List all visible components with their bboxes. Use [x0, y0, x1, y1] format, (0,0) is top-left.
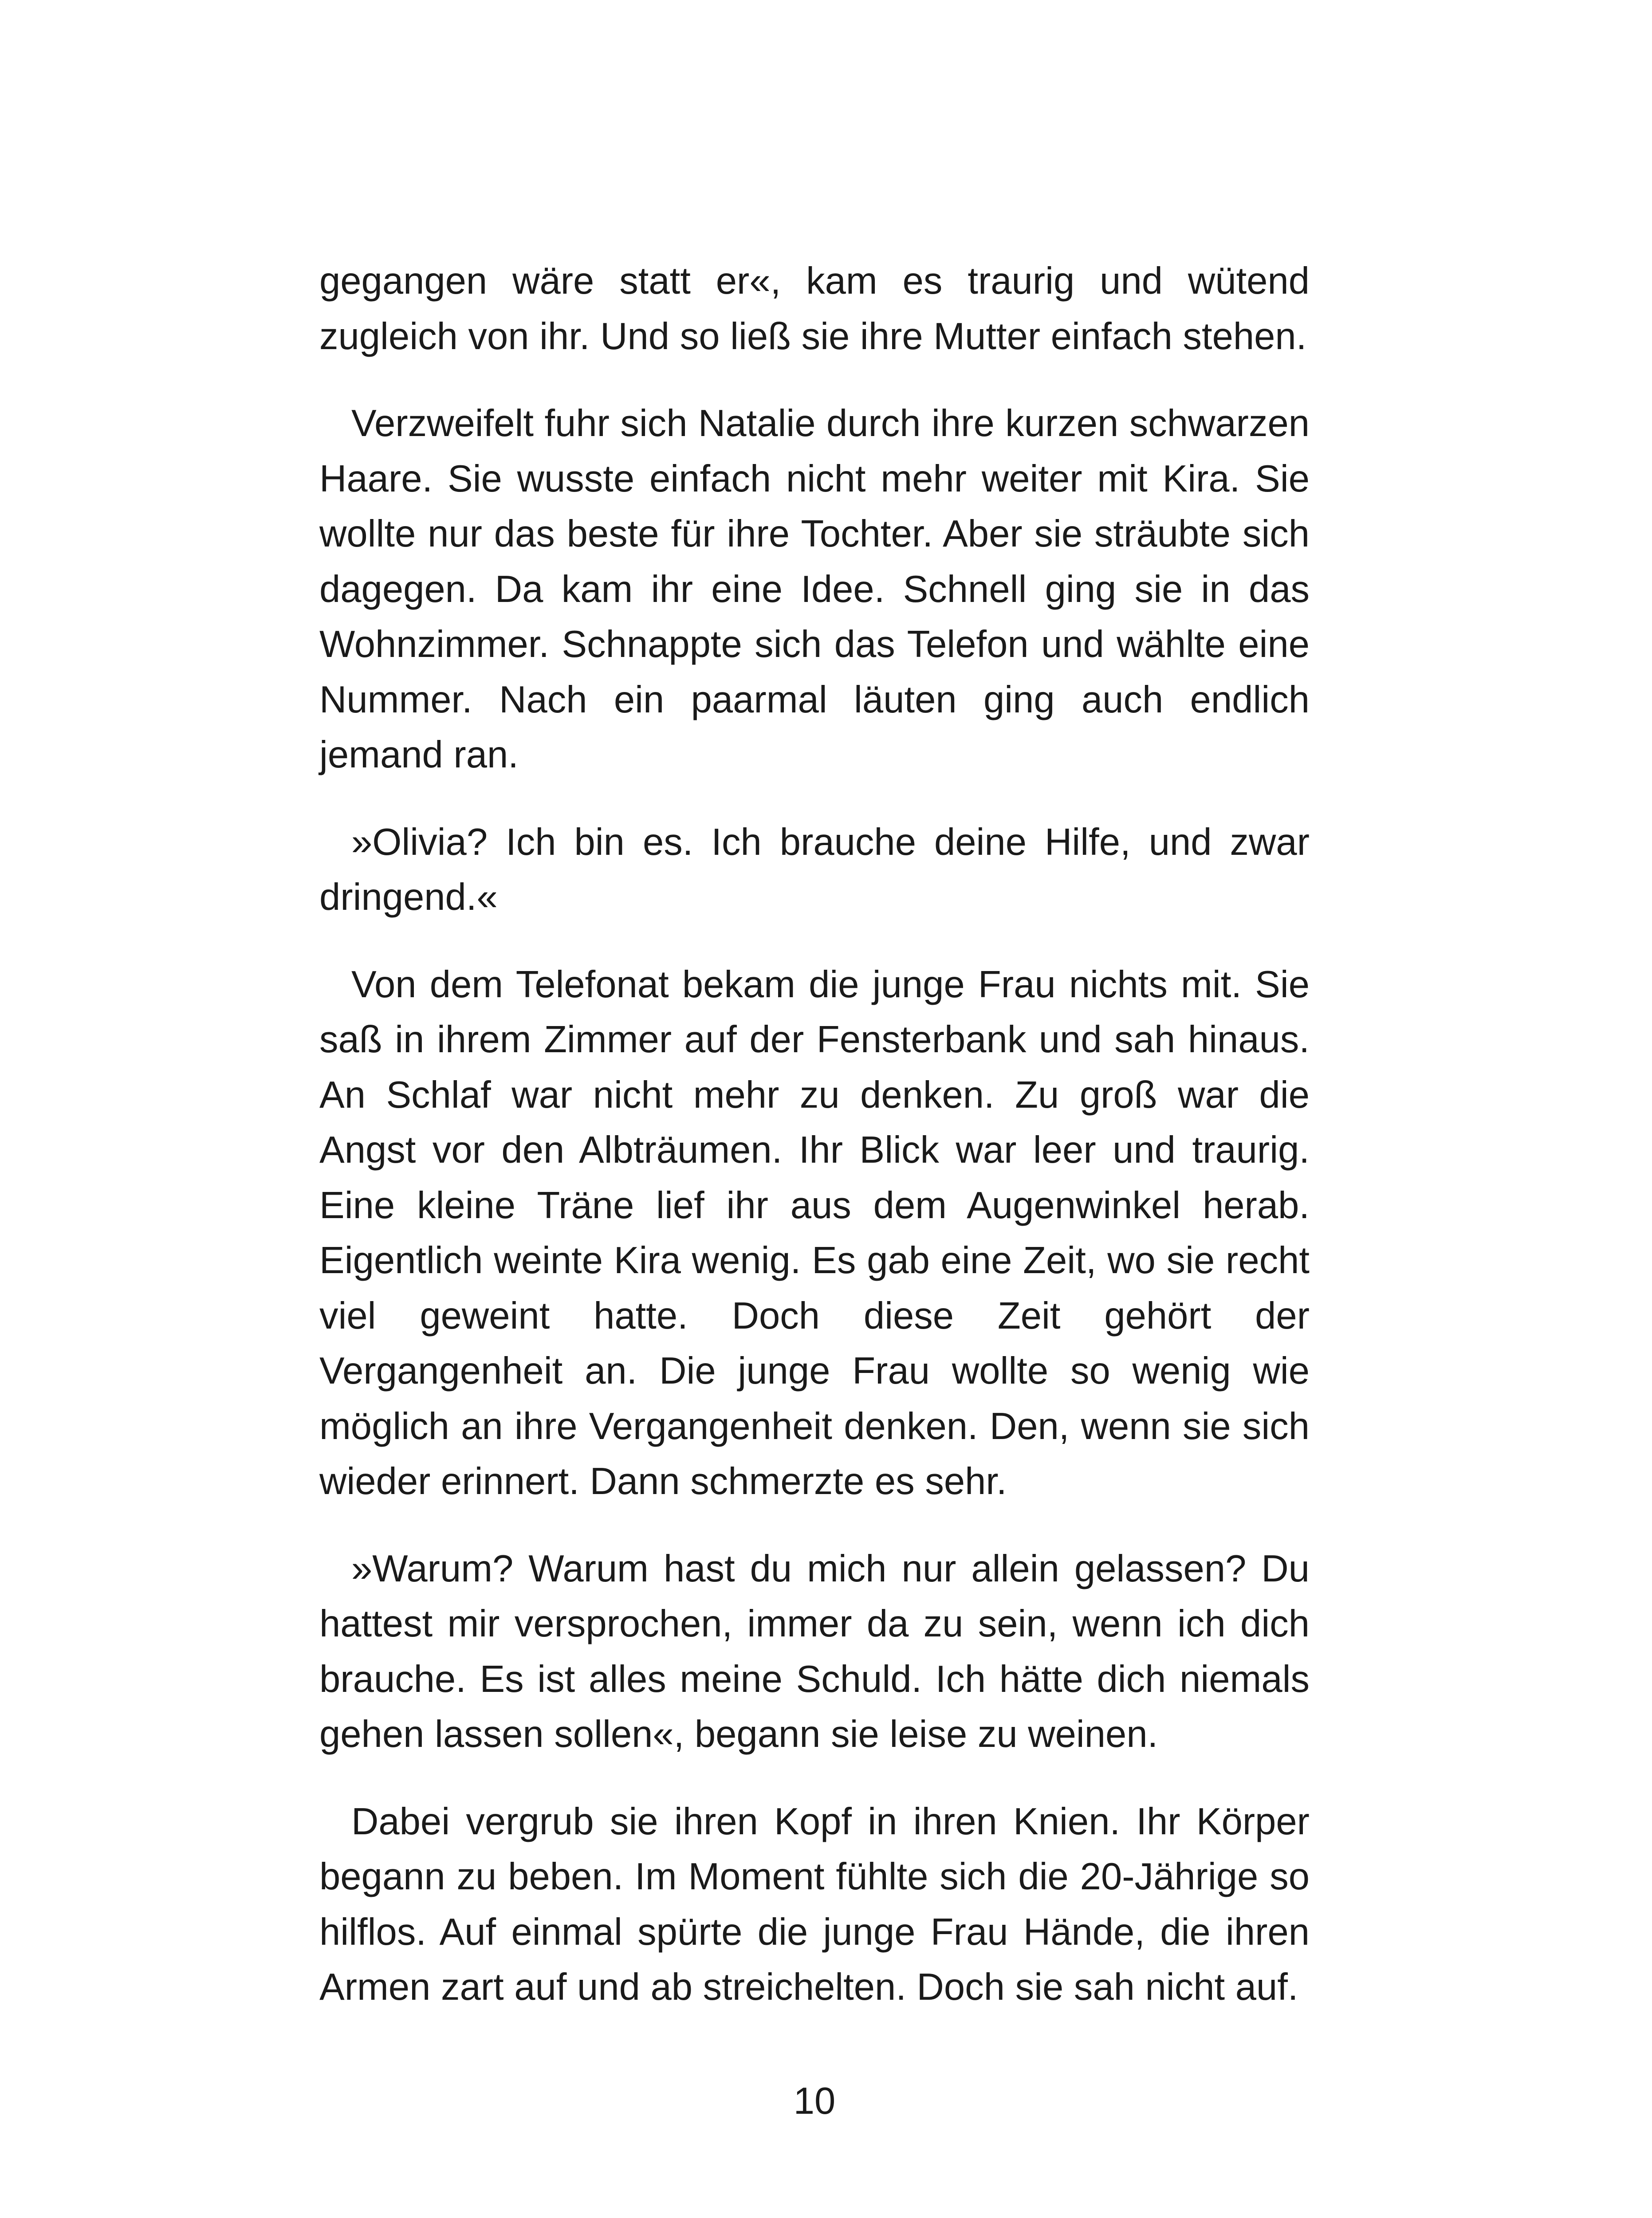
paragraph: Verzweifelt fuhr sich Natalie durch ihre kurzen schwarzen Haare. Sie wusste einfach nicht mehr weiter mit Kira. Sie wollte nur das beste für ihre Tochter. Aber sie sträubte sich dagegen. Da kam ihr eine Idee. Schnell ging sie in das Wohnzimmer. Schnappte sich das Telefon und wählte eine Nummer. Nach ein paarmal läuten ging auch endlich jemand ran. — [319, 402, 1310, 776]
page-number: 10 — [793, 2080, 836, 2122]
paragraph-dialogue: »Warum? Warum hast du mich nur allein gelassen? Du hattest mir versprochen, immer da zu sein, wenn ich dich brauche. Es ist alles meine Schuld. Ich hätte dich niemals gehen lassen sollen«, begann sie leise zu weinen. — [319, 1547, 1310, 1755]
paragraph-continued: gegangen wäre statt er«, kam es traurig und wütend zugleich von ihr. Und so ließ sie ihre Mutter einfach stehen. — [319, 260, 1310, 358]
body-text — [319, 254, 1310, 2047]
paragraph: Von dem Telefonat bekam die junge Frau nichts mit. Sie saß in ihrem Zimmer auf der Fensterbank und sah hinaus. An Schlaf war nicht mehr zu denken. Zu groß war die Angst vor den Albträumen. Ihr Blick war leer und traurig. Eine kleine Träne lief ihr aus dem Augenwinkel herab. Eigentlich weinte Kira wenig. Es gab eine Zeit, wo sie recht viel geweint hatte. Doch diese Zeit gehört der Vergangenheit an. Die junge Frau wollte so wenig wie möglich an ihre Vergangenheit denken. Den, wenn sie sich wieder erinnert. Dann schmerzte es sehr. — [319, 963, 1310, 1502]
paragraph-dialogue: »Olivia? Ich bin es. Ich brauche deine Hilfe, und zwar dringend.« — [319, 821, 1310, 918]
paragraph: Dabei vergrub sie ihren Kopf in ihren Knien. Ihr Körper begann zu beben. Im Moment fühlte sich die 20-Jährige so hilflos. Auf einmal spürte die junge Frau Hände, die ihren Armen zart auf und ab streichelten. Doch sie sah nicht auf. — [319, 1800, 1310, 2008]
